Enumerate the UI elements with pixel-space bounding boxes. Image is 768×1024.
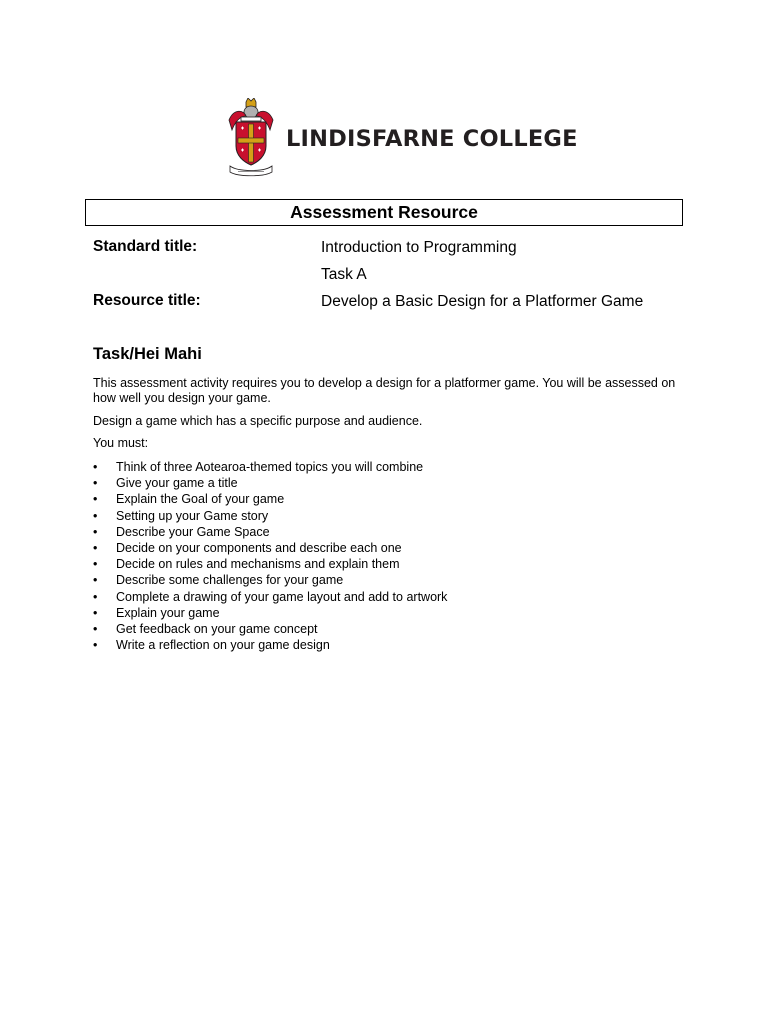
bullet-icon: • (93, 573, 98, 588)
bullet-icon: • (93, 476, 98, 491)
bullet-icon: • (93, 540, 98, 555)
bullet-icon: • (93, 508, 98, 523)
college-logo (226, 98, 578, 178)
bullet-icon: • (93, 589, 98, 604)
bullet-icon: • (93, 557, 98, 572)
list-item: • Decide on your components and describe each one (93, 540, 402, 555)
college-crest-icon (226, 98, 276, 178)
list-item: • Decide on rules and mechanisms and explain them (93, 557, 400, 572)
intro-paragraph: This assessment activity requires you to develop a design for a platformer game. You will be assessed on how well you design your game. (93, 376, 676, 405)
list-item: • Setting up your Game story (93, 508, 269, 523)
list-item: • Explain your game (93, 605, 220, 620)
resource-title-label: Resource title: (93, 292, 201, 309)
list-item: • Describe some challenges for your game (93, 573, 344, 588)
list-item: • Write a reflection on your game design (93, 638, 330, 653)
list-item: • Explain the Goal of your game (93, 492, 285, 507)
bullet-icon: • (93, 638, 98, 653)
list-item: • Give your game a title (93, 476, 238, 491)
task-heading: Task/Hei Mahi (93, 345, 202, 363)
list-item: • Describe your Game Space (93, 524, 270, 539)
standard-title-label: Standard title: (93, 238, 198, 255)
assessment-title-box (85, 199, 683, 226)
task-value: Task A (321, 266, 367, 283)
bullet-icon: • (93, 492, 98, 507)
standard-title-value: Introduction to Programming (321, 239, 517, 256)
design-paragraph: Design a game which has a specific purpose and audience. (93, 414, 423, 428)
college-name: LINDISFARNE COLLEGE (286, 126, 578, 152)
bullet-icon: • (93, 460, 98, 474)
requirements-list (93, 459, 447, 653)
list-item: • Get feedback on your game concept (93, 621, 318, 636)
bullet-icon: • (93, 621, 98, 636)
bullet-icon: • (93, 524, 98, 539)
assessment-title: Assessment Resource (290, 202, 478, 222)
you-must-paragraph: You must: (93, 436, 149, 450)
list-item: • Think of three Aotearoa-themed topics you will combine (93, 460, 424, 474)
list-item: • Complete a drawing of your game layout and add to artwork (93, 589, 448, 604)
resource-title-value: Develop a Basic Design for a Platformer Game (321, 293, 644, 310)
bullet-icon: • (93, 605, 98, 620)
